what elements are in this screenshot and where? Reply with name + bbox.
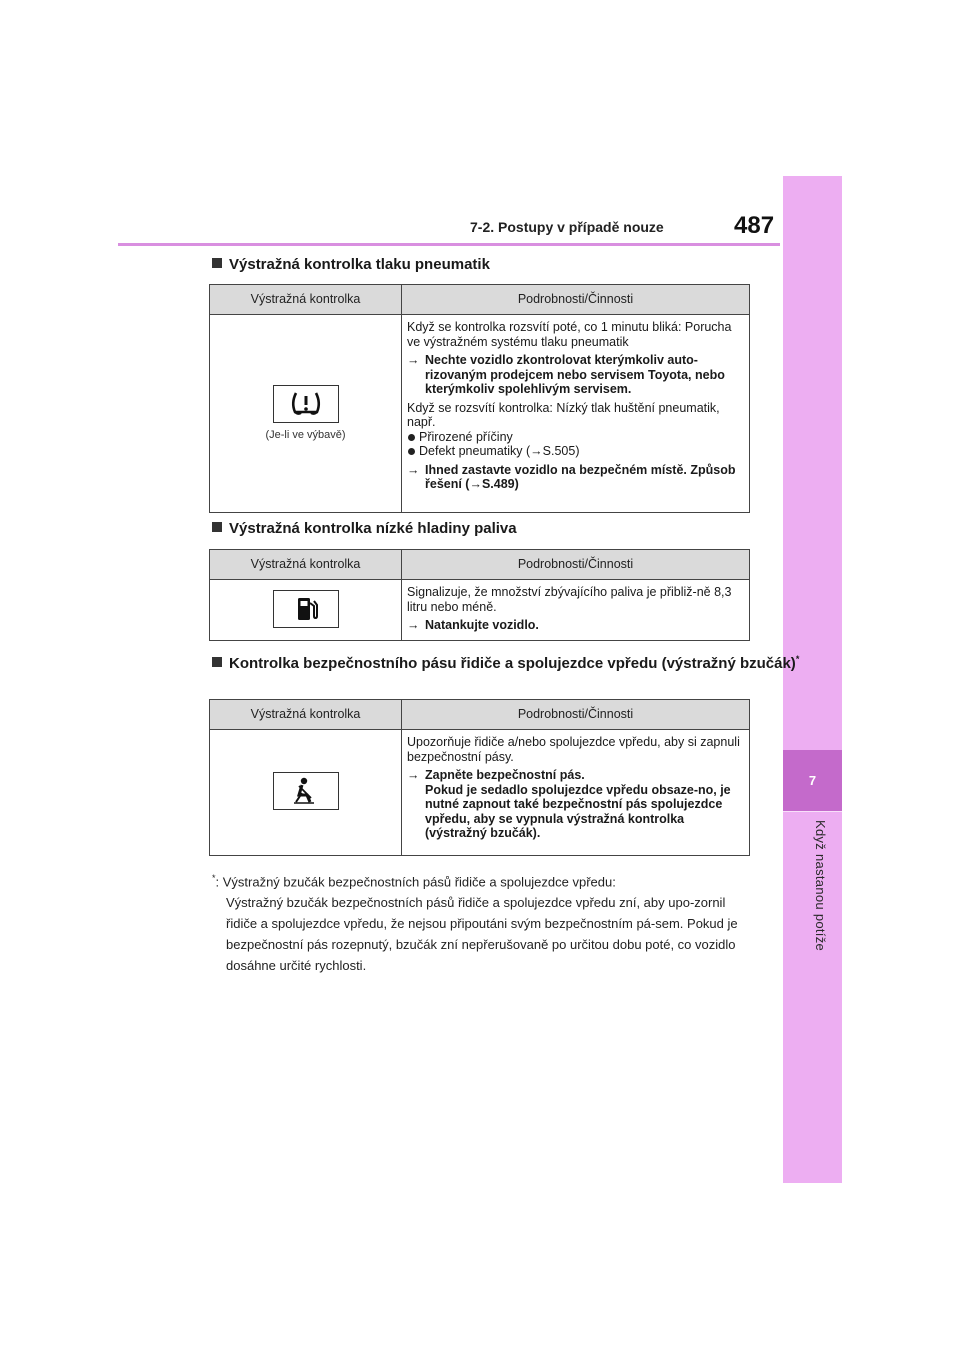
footnote-title: : Výstražný bzučák bezpečnostních pásů řidiče a spolujezdce vpředu: xyxy=(215,874,616,890)
square-bullet-icon xyxy=(212,657,222,667)
column-header-warning: Výstražná kontrolka xyxy=(210,700,402,730)
description-text: Upozorňuje řidiče a/nebo spolujezdce vpředu, aby si zapnuli bezpečnostní pásy. xyxy=(407,735,740,764)
chapter-number-tab[interactable]: 7 xyxy=(783,750,842,811)
details-cell xyxy=(402,580,750,641)
sidebar-divider xyxy=(783,811,842,812)
page-number: 487 xyxy=(734,212,775,239)
square-bullet-icon xyxy=(212,258,222,268)
column-header-warning: Výstražná kontrolka xyxy=(210,550,402,580)
action-text: → Ihned zastavte vozidlo na bezpečném místě. Způsob řešení (→S.489) xyxy=(407,462,736,491)
bullet-icon xyxy=(408,448,415,455)
arrow-icon: → xyxy=(407,353,420,367)
chapter-sidebar xyxy=(783,176,842,1183)
tire-pressure-warning-icon xyxy=(273,385,339,423)
description-text: Když se kontrolka rozsvítí poté, co 1 minutu bliká: Porucha ve výstražném systému tlaku pneumatik xyxy=(407,320,732,349)
section-title: 7-2. Postupy v případě nouze xyxy=(470,219,664,235)
description-text: Když se rozsvítí kontrolka: Nízký tlak huštění pneumatik, např. xyxy=(407,400,720,429)
column-header-details: Podrobnosti/Činnosti xyxy=(402,700,750,730)
footnote-mark: * xyxy=(212,873,216,883)
icon-note: (Je-li ve výbavě) xyxy=(265,429,346,441)
column-header-details: Podrobnosti/Činnosti xyxy=(402,550,750,580)
arrow-icon: → xyxy=(407,768,420,782)
column-header-warning: Výstražná kontrolka xyxy=(210,285,402,315)
arrow-icon: → xyxy=(407,462,420,477)
arrow-icon: → xyxy=(407,618,420,632)
warning-icon-cell xyxy=(210,730,402,856)
details-cell xyxy=(402,315,750,513)
column-header-details: Podrobnosti/Činnosti xyxy=(402,285,750,315)
warning-icon-cell xyxy=(210,315,402,513)
section-heading-seatbelt: Kontrolka bezpečnostního pásu řidiče a spolujezdce vpředu (výstražný bzučák)* xyxy=(212,648,799,675)
section-heading-fuel: Výstražná kontrolka nízké hladiny paliva xyxy=(212,518,517,540)
seatbelt-table xyxy=(209,699,750,856)
description-text: Signalizuje, že množství zbývajícího paliva je přibliž-ně 8,3 litru nebo méně. xyxy=(407,585,732,614)
warning-icon-cell xyxy=(210,580,402,641)
section-heading-tire-pressure: Výstražná kontrolka tlaku pneumatik xyxy=(212,254,490,276)
footnote-body: Výstražný bzučák bezpečnostních pásů řidiče a spolujezdce vpředu zní, aby upo-zornil řidiče a spolujezdce vpředu, že nejsou připoutáni svým bezpečnostním pá-sem. Pokud je bezpečnostní pás rozepnutý, bzučák zní nepřerušovaně po určitou dobu poté, co vozidlo dosáhne určité rychlosti. xyxy=(226,895,738,974)
details-cell xyxy=(402,730,750,856)
list-item: Defekt pneumatiky (→S.505) xyxy=(407,444,743,459)
action-text: → Natankujte vozidlo. xyxy=(407,618,539,632)
fuel-level-table xyxy=(209,549,750,641)
action-text: → Zapněte bezpečnostní pás. Pokud je sedadlo spolujezdce vpředu obsaze-no, je nutné zapnout také bezpečnostní pás spolujezdce vpředu, aby se vypnula výstražná kontrolka (výstražný bzučák). xyxy=(407,768,731,840)
action-text: → Nechte vozidlo zkontrolovat kterýmkoliv auto-rizovaným prodejcem nebo servisem Toyota, nebo kterýmkoliv spolehlivým servisem. xyxy=(407,353,725,396)
footnote xyxy=(212,868,752,976)
chapter-title: Když nastanou potíže xyxy=(813,820,828,952)
footnote-mark: * xyxy=(795,654,800,664)
seatbelt-warning-icon xyxy=(273,772,339,810)
square-bullet-icon xyxy=(212,522,222,532)
fuel-pump-icon xyxy=(273,590,339,628)
header-rule xyxy=(118,243,780,246)
list-item: Přirozené příčiny xyxy=(407,430,743,445)
tire-pressure-table xyxy=(209,284,750,513)
bullet-icon xyxy=(408,434,415,441)
